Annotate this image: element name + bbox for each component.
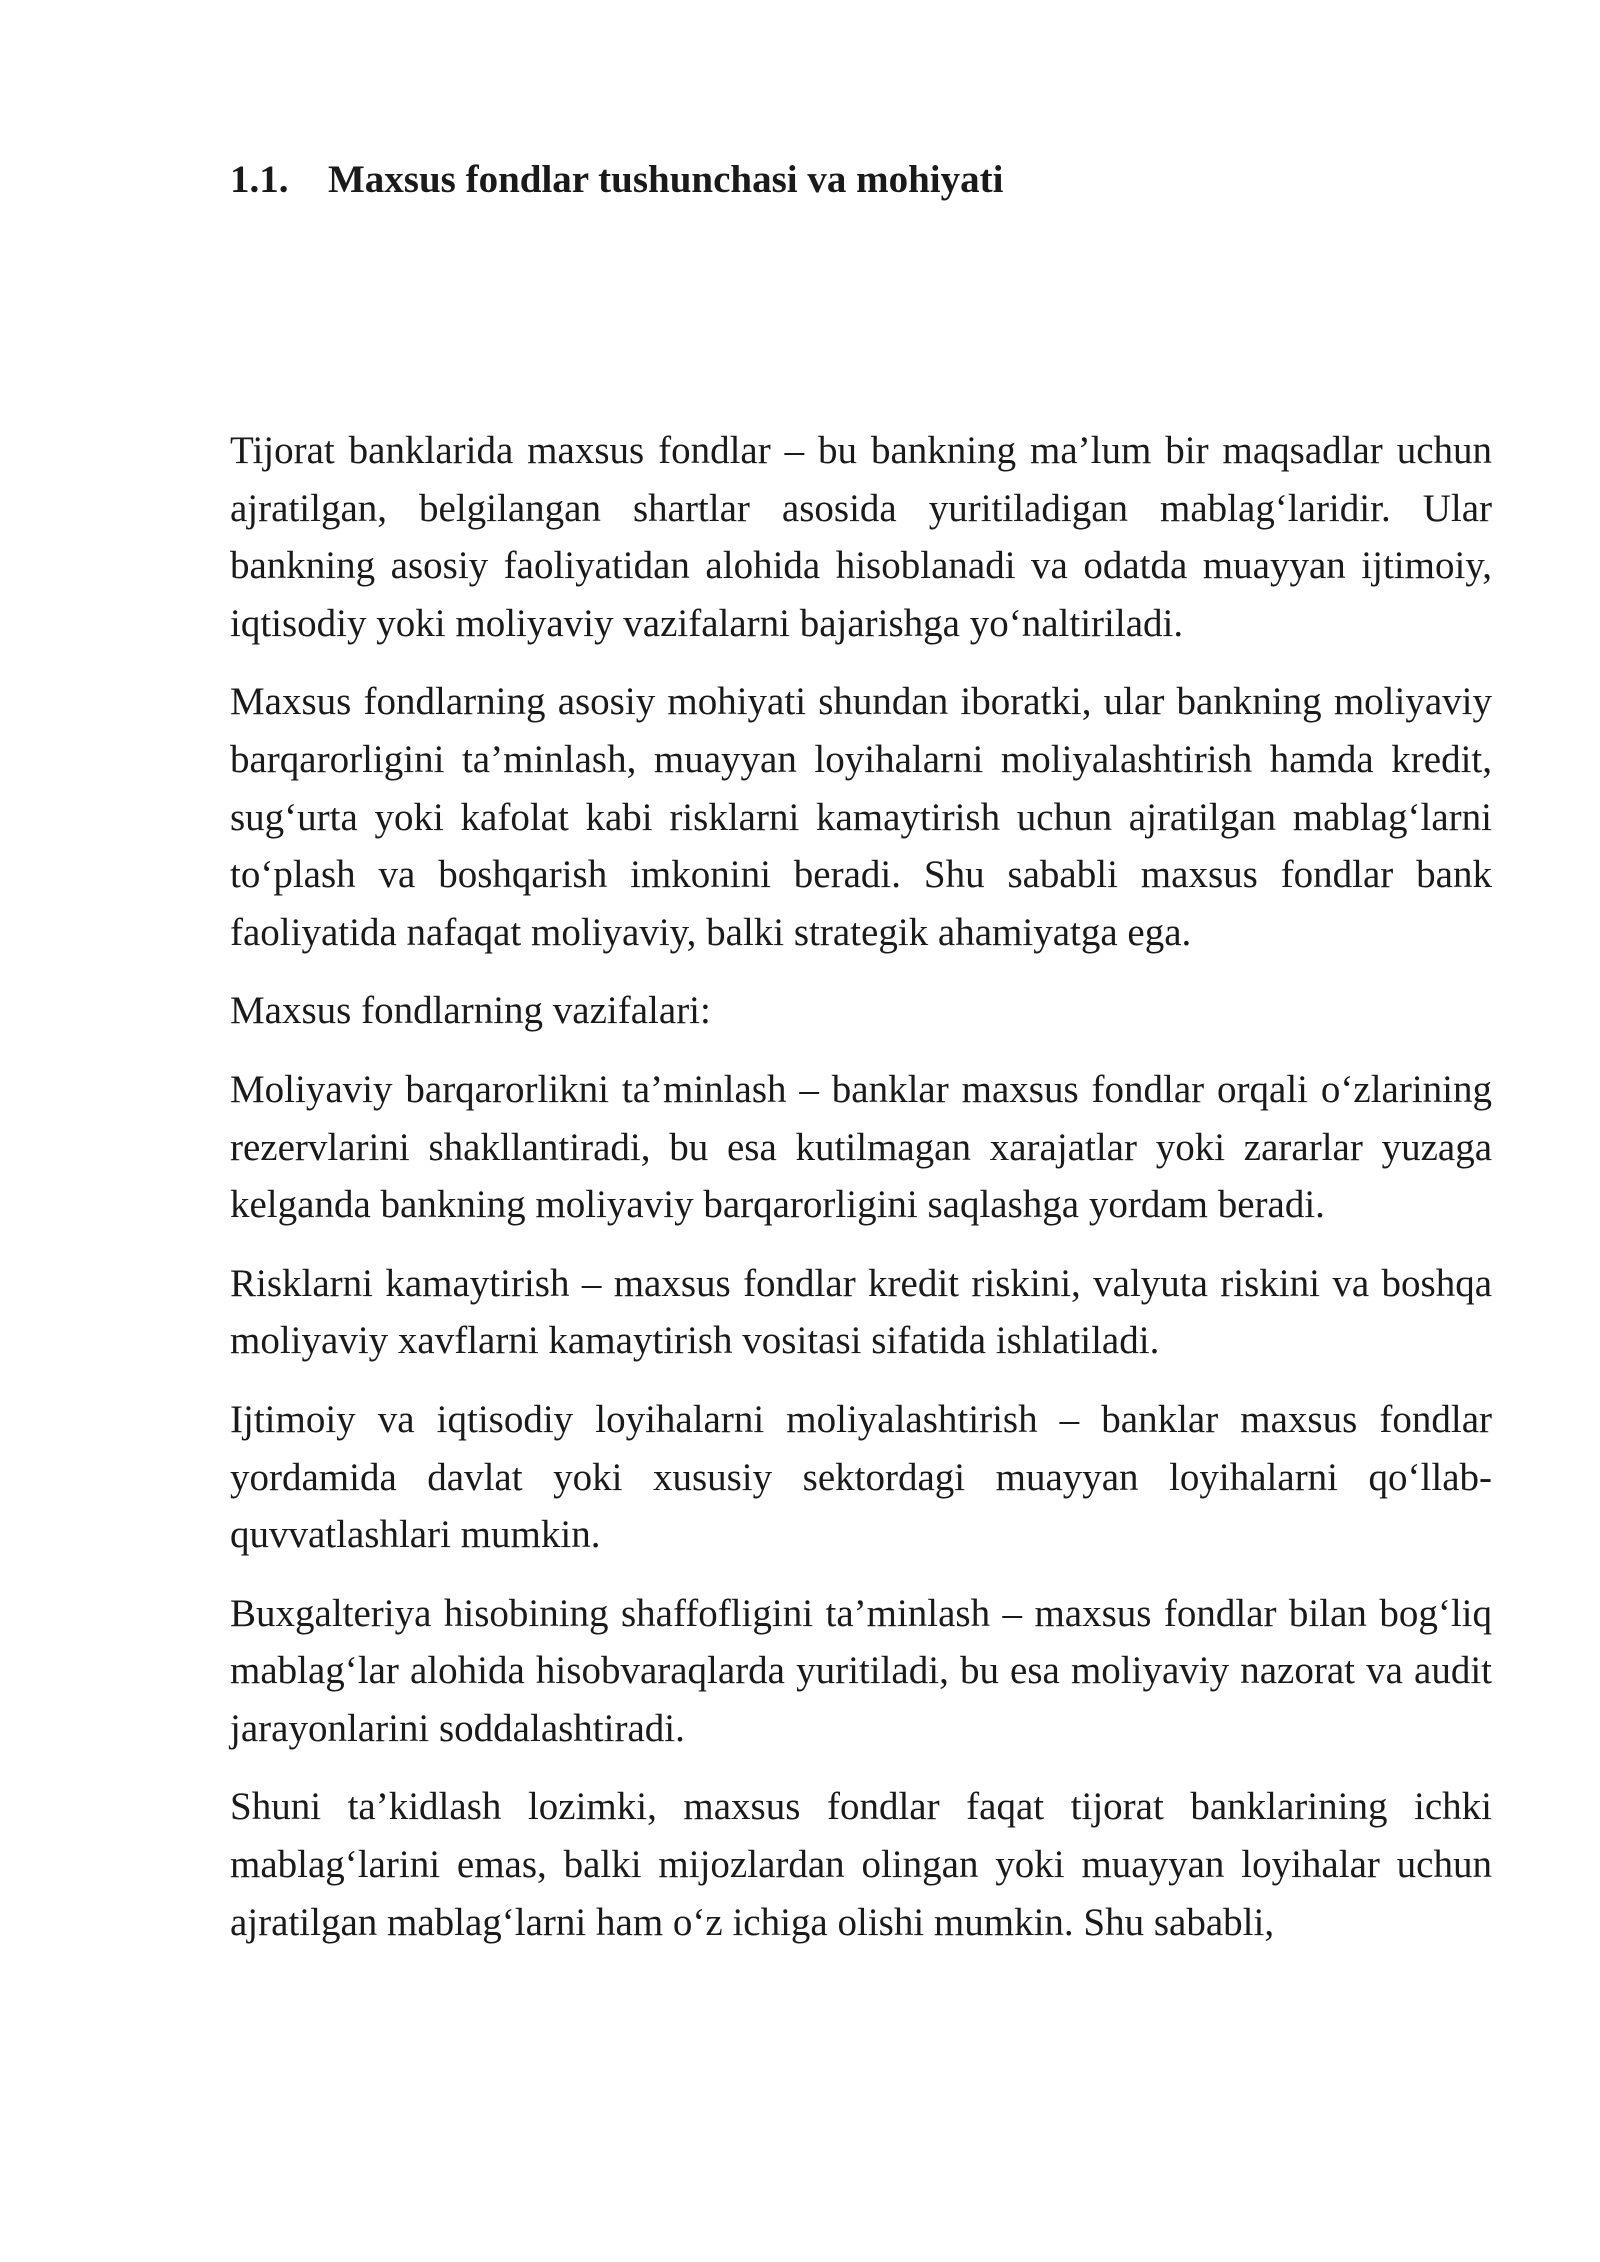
paragraph-definition: Tijorat banklarida maxsus fondlar – bu bankning ma’lum bir maqsadlar uchun ajratilgan, belgilangan shartlar asosida yuritiladigan mablag‘laridir. Ular bankning asosiy faoliyatidan alohida hisoblanadi va odatda muayyan ijtimoiy, iqtisodiy yoki moliyaviy vazifalarni bajarishga yo‘naltiriladi. (230, 429, 1492, 645)
document-page (230, 150, 1492, 1972)
paragraph-financial-stability: Moliyaviy barqarorlikni ta’minlash – banklar maxsus fondlar orqali o‘zlarining rezervlarini shakllantiradi, bu esa kutilmagan xarajatlar yoki zararlar yuzaga kelganda bankning moliyaviy barqarorligini saqlashga yordam beradi. (230, 1067, 1492, 1227)
section-title: Maxsus fondlar tushunchasi va mohiyati (328, 158, 1004, 201)
paragraph-accounting-transparency: Buxgalteriya hisobining shaffofligini ta’minlash – maxsus fondlar bilan bog‘liq mablag‘lar alohida hisobvaraqlarda yuritiladi, bu esa moliyaviy nazorat va audit jarayonlarini soddalashtiradi. (230, 1591, 1492, 1750)
paragraph-essence: Maxsus fondlarning asosiy mohiyati shundan iboratki, ular bankning moliyaviy barqarorligini ta’minlash, muayyan loyihalarni moliyalashtirish hamda kredit, sug‘urta yoki kafolat kabi risklarni kamaytirish uchun ajratilgan mablag‘larni to‘plash va boshqarish imkonini beradi. Shu sababli maxsus fondlar bank faoliyatida nafaqat moliyaviy, balki strategik ahamiyatga ega. (230, 680, 1492, 954)
paragraph-risk-reduction: Risklarni kamaytirish – maxsus fondlar kredit riskini, valyuta riskini va boshqa moliyaviy xavflarni kamaytirish vositasi sifatida ishlatiladi. (230, 1261, 1492, 1363)
section-number: 1.1. (230, 158, 289, 201)
section-heading (230, 150, 1492, 210)
paragraph-functions-heading: Maxsus fondlarning vazifalari: (230, 989, 711, 1033)
paragraph-project-financing: Ijtimoiy va iqtisodiy loyihalarni moliyalashtirish – banklar maxsus fondlar yordamida davlat yoki xususiy sektordagi muayyan loyihalarni qo‘llab-quvvatlashlari mumkin. (230, 1397, 1492, 1557)
paragraph-note: Shuni ta’kidlash lozimki, maxsus fondlar faqat tijorat banklarining ichki mablag‘larini emas, balki mijozlardan olingan yoki muayyan loyihalar uchun ajratilgan mablag‘larni ham o‘z ichiga olishi mumkin. Shu sababli, (230, 1785, 1492, 1944)
